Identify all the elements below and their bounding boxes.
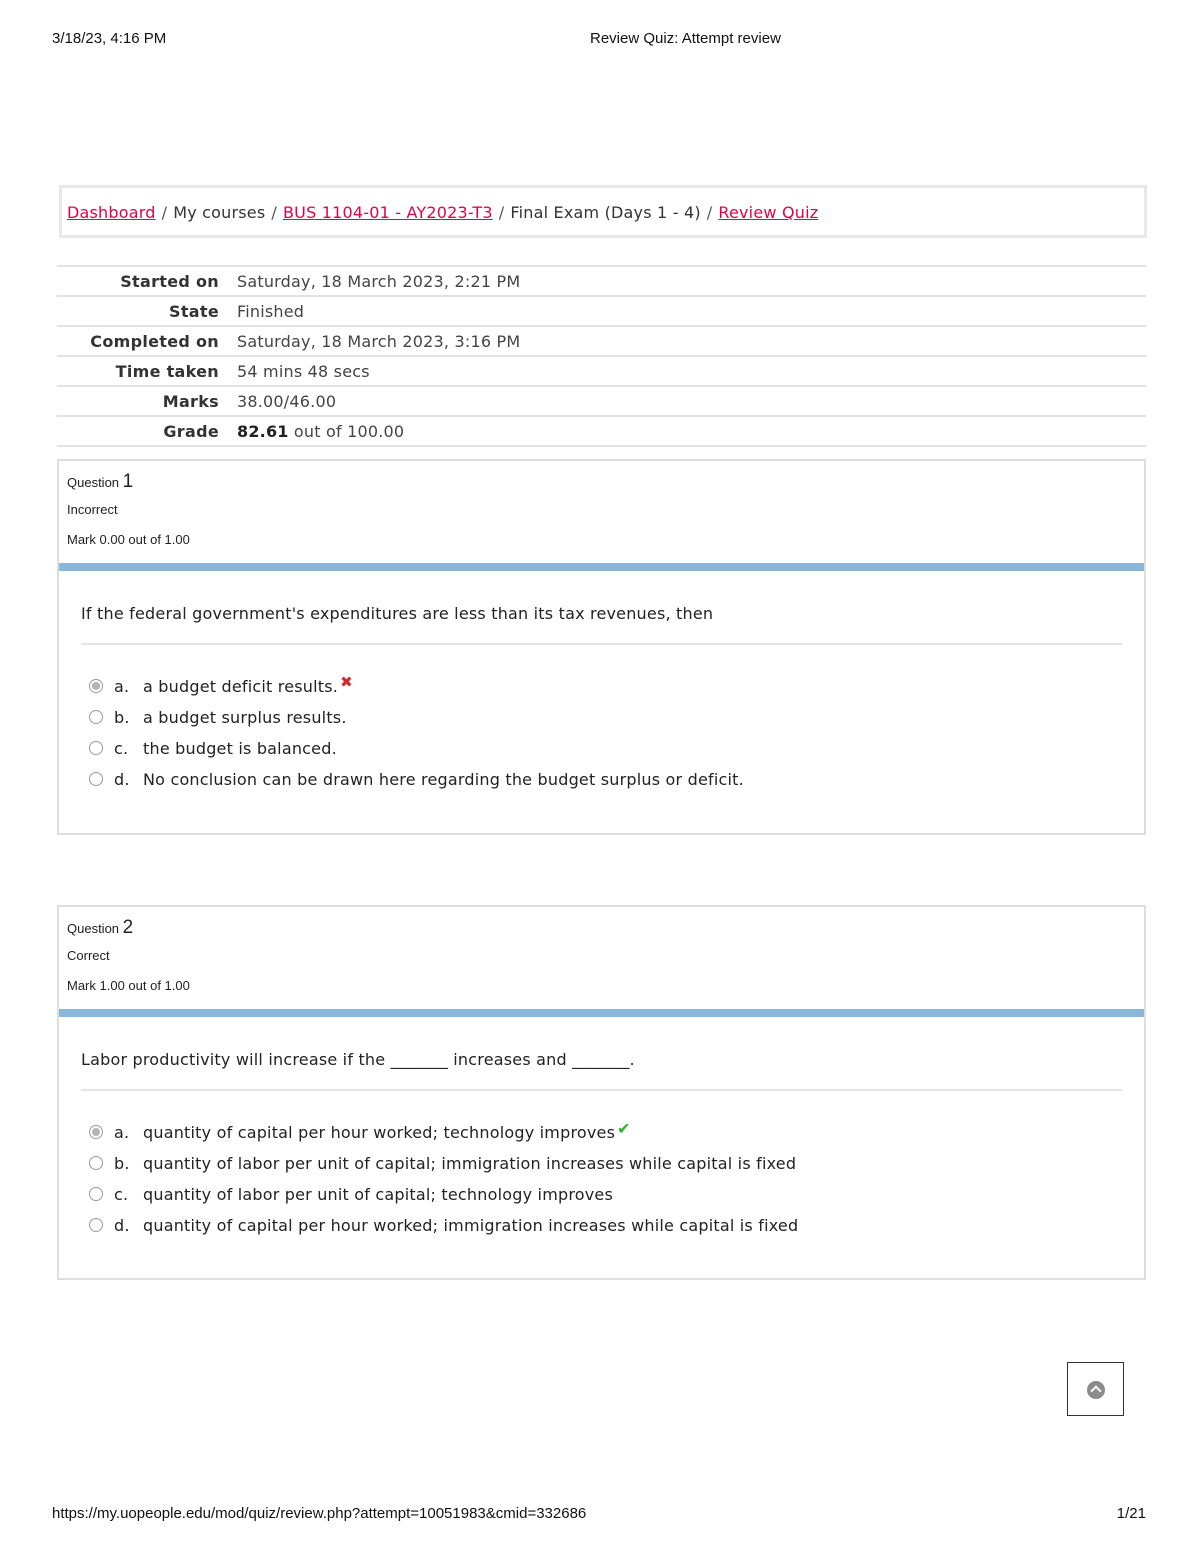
answer-text: quantity of capital per hour worked; immigration increases while capital is fixed xyxy=(143,1216,799,1235)
print-title: Review Quiz: Attempt review xyxy=(590,30,781,47)
answer-text: No conclusion can be drawn here regarding the budget surplus or deficit. xyxy=(143,770,744,789)
question-content xyxy=(59,1017,1144,1247)
print-footer xyxy=(52,1505,1146,1525)
question-text: Labor productivity will increase if the _______ increases and _______. xyxy=(81,1050,1122,1091)
radio-unselected[interactable] xyxy=(89,741,103,755)
question-mark: Mark 1.00 out of 1.00 xyxy=(67,978,190,993)
breadcrumb xyxy=(59,185,1147,238)
radio-unselected[interactable] xyxy=(89,1156,103,1170)
question-mark: Mark 0.00 out of 1.00 xyxy=(67,532,190,547)
answer-letter: c. xyxy=(114,1185,129,1204)
chevron-up-circle-icon xyxy=(1087,1381,1105,1399)
radio-unselected[interactable] xyxy=(89,1187,103,1201)
incorrect-x-icon: ✖ xyxy=(340,673,353,691)
answer-option-b[interactable] xyxy=(89,708,1122,739)
grade-value: 82.61 xyxy=(237,422,289,441)
breadcrumb-separator: / xyxy=(706,203,713,222)
summary-value: 54 mins 48 secs xyxy=(237,362,370,381)
answer-text: quantity of capital per hour worked; technology improves xyxy=(143,1123,616,1142)
question-divider-bar xyxy=(59,1009,1144,1017)
radio-selected[interactable] xyxy=(89,1125,103,1139)
answer-letter: b. xyxy=(114,708,130,727)
summary-row-grade xyxy=(57,416,1146,446)
summary-label: Started on xyxy=(120,272,219,291)
print-datetime: 3/18/23, 4:16 PM xyxy=(52,30,167,47)
question-text: If the federal government's expenditures are less than its tax revenues, then xyxy=(81,604,1122,645)
correct-check-icon: ✔ xyxy=(617,1119,631,1138)
summary-label: Completed on xyxy=(90,332,219,351)
answer-option-b[interactable] xyxy=(89,1154,1122,1185)
answer-letter: d. xyxy=(114,1216,130,1235)
breadcrumb-separator: / xyxy=(271,203,277,222)
answer-letter: c. xyxy=(114,739,129,758)
answer-text: a budget surplus results. xyxy=(143,708,347,727)
question-1 xyxy=(57,459,1146,835)
summary-row-time-taken xyxy=(57,356,1146,386)
summary-value xyxy=(229,416,1146,446)
answer-list xyxy=(81,645,1122,801)
radio-unselected[interactable] xyxy=(89,710,103,724)
summary-row-completed-on xyxy=(57,326,1146,356)
summary-label: Grade xyxy=(163,422,219,441)
scroll-to-top-button[interactable] xyxy=(1067,1362,1124,1416)
answer-text: quantity of labor per unit of capital; technology improves xyxy=(143,1185,613,1204)
answer-text: a budget deficit results. xyxy=(143,677,339,696)
breadcrumb-review-quiz[interactable]: Review Quiz xyxy=(718,203,819,222)
answer-option-a[interactable] xyxy=(89,673,1122,708)
radio-selected[interactable] xyxy=(89,679,103,693)
answer-letter: b. xyxy=(114,1154,130,1173)
summary-row-state xyxy=(57,296,1146,326)
breadcrumb-final-exam: Final Exam (Days 1 - 4) xyxy=(510,203,701,222)
print-url: https://my.uopeople.edu/mod/quiz/review.php?attempt=10051983&cmid=332686 xyxy=(52,1505,587,1522)
answer-option-d[interactable] xyxy=(89,1216,1122,1247)
question-label: Question xyxy=(67,475,120,490)
answer-option-a[interactable] xyxy=(89,1119,1122,1154)
question-2 xyxy=(57,905,1146,1280)
print-header xyxy=(52,30,1146,50)
answer-option-d[interactable] xyxy=(89,770,1122,801)
question-label: Question xyxy=(67,921,120,936)
answer-text: quantity of labor per unit of capital; immigration increases while capital is fixed xyxy=(143,1154,797,1173)
answer-letter: a. xyxy=(114,1123,130,1142)
answer-letter: d. xyxy=(114,770,130,789)
question-status: Correct xyxy=(67,948,110,963)
grade-out-of: out of 100.00 xyxy=(288,422,405,441)
breadcrumb-separator: / xyxy=(161,203,168,222)
summary-label: Marks xyxy=(162,392,219,411)
summary-value: Saturday, 18 March 2023, 3:16 PM xyxy=(237,332,521,351)
question-number: 2 xyxy=(122,917,134,938)
summary-value: Finished xyxy=(237,302,305,321)
summary-value: 38.00/46.00 xyxy=(237,392,337,411)
question-info xyxy=(59,461,1144,563)
question-info xyxy=(59,907,1144,1009)
question-divider-bar xyxy=(59,563,1144,571)
attempt-summary-table xyxy=(57,265,1146,447)
summary-label: Time taken xyxy=(115,362,219,381)
print-page-number: 1/21 xyxy=(1116,1505,1146,1522)
answer-text: the budget is balanced. xyxy=(143,739,337,758)
radio-unselected[interactable] xyxy=(89,772,103,786)
answer-option-c[interactable] xyxy=(89,739,1122,770)
summary-value: Saturday, 18 March 2023, 2:21 PM xyxy=(237,272,521,291)
summary-row-marks xyxy=(57,386,1146,416)
breadcrumb-course[interactable]: BUS 1104-01 - AY2023-T3 xyxy=(282,203,493,222)
summary-row-started-on xyxy=(57,266,1146,296)
question-content xyxy=(59,571,1144,801)
summary-label: State xyxy=(169,302,219,321)
breadcrumb-dashboard[interactable]: Dashboard xyxy=(67,203,156,222)
breadcrumb-separator: / xyxy=(498,203,505,222)
answer-option-c[interactable] xyxy=(89,1185,1122,1216)
answer-list xyxy=(81,1091,1122,1247)
radio-unselected[interactable] xyxy=(89,1218,103,1232)
answer-letter: a. xyxy=(114,677,130,696)
question-number: 1 xyxy=(122,471,134,492)
question-status: Incorrect xyxy=(67,502,118,517)
breadcrumb-my-courses: My courses xyxy=(173,203,266,222)
